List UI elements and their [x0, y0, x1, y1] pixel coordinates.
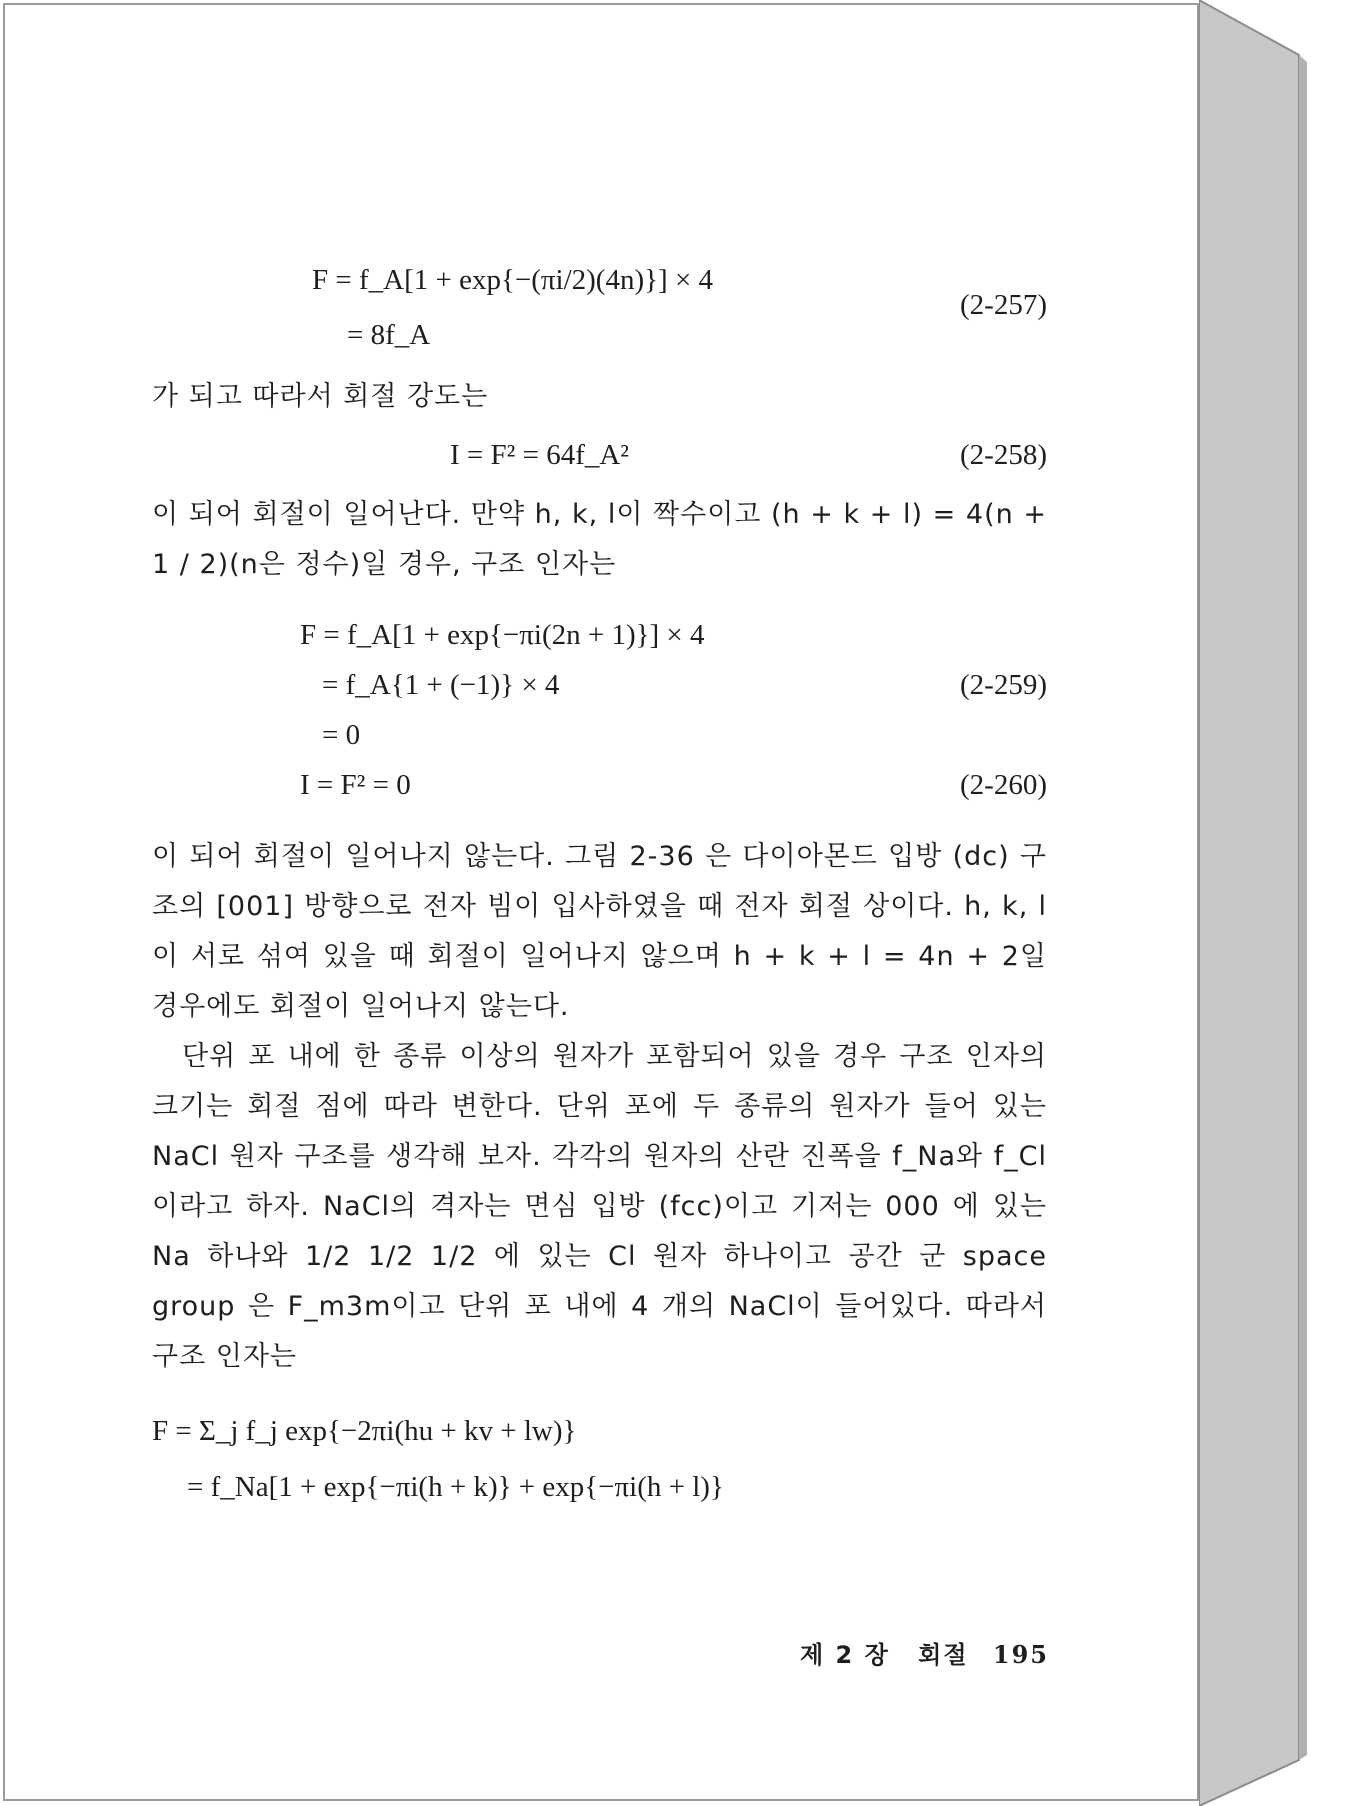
page-footer: [800, 1635, 1049, 1670]
equation-line: F = f_A[1 + exp{−πi(2n + 1)}] × 4: [300, 619, 705, 651]
paragraph: 가 되고 따라서 회절 강도는: [152, 381, 489, 412]
equation-structure-factor-nacl: [152, 1400, 1047, 1512]
equation-line: = 0: [322, 719, 361, 751]
footer-chapter: 제 2 장: [800, 1641, 890, 1669]
equation-line: = 8f_A: [347, 319, 431, 351]
page-stack-edge: [1199, 0, 1346, 1806]
equation-2-257: [312, 250, 1047, 360]
equation-line: I = F² = 64f_A²: [450, 439, 629, 471]
page-content: [152, 250, 1047, 1512]
page-number: 195: [992, 1640, 1049, 1669]
equation-number: (2-259): [960, 669, 1047, 701]
equation-2-260: [300, 760, 1047, 810]
equation-line: F = Σ_j f_j exp{−2πi(hu + kv + lw)}: [152, 1415, 577, 1447]
equation-line: I = F² = 0: [300, 769, 411, 801]
footer-title: 회절: [918, 1641, 969, 1669]
equation-2-259: [300, 610, 1047, 760]
equation-2-258: [450, 430, 1047, 482]
paragraph: 이 되어 회절이 일어나지 않는다. 그림 2-36 은 다이아몬드 입방 (dc) 구조의 [001] 방향으로 전자 빔이 입사하였을 때 전자 회절 상이다. h, k, l이 서로 섞여 있을 때 회절이 일어나지 않으며 h + k + l = 4n + 2일 경우에도 회절이 일어나지 않는다.: [152, 841, 1047, 1022]
equation-line: = f_Na[1 + exp{−πi(h + k)} + exp{−πi(h + l)}: [187, 1471, 724, 1503]
equation-number: (2-258): [960, 439, 1047, 471]
equation-number: (2-257): [960, 289, 1047, 321]
equation-line: = f_A{1 + (−1)} × 4: [322, 669, 560, 701]
equation-line: F = f_A[1 + exp{−(πi/2)(4n)}] × 4: [312, 264, 714, 296]
paragraph: 단위 포 내에 한 종류 이상의 원자가 포함되어 있을 경우 구조 인자의 크기는 회절 점에 따라 변한다. 단위 포에 두 종류의 원자가 들어 있는 NaCl 원자 구조를 생각해 보자. 각각의 원자의 산란 진폭을 f_Na와 f_Cl이라고 하자. NaCl의 격자는 면심 입방 (fcc)이고 기저는 000 에 있는 Na 하나와 1/2 1/2 1/2 에 있는 Cl 원자 하나이고 공간 군 space group 은 F_m3m이고 단위 포 내에 4 개의 NaCl이 들어있다. 따라서 구조 인자는: [152, 1041, 1047, 1372]
equation-number: (2-260): [960, 769, 1047, 801]
paragraph: 이 되어 회절이 일어난다. 만약 h, k, l이 짝수이고 (h + k + l) = 4(n + 1 / 2)(n은 정수)일 경우, 구조 인자는: [152, 499, 1047, 580]
